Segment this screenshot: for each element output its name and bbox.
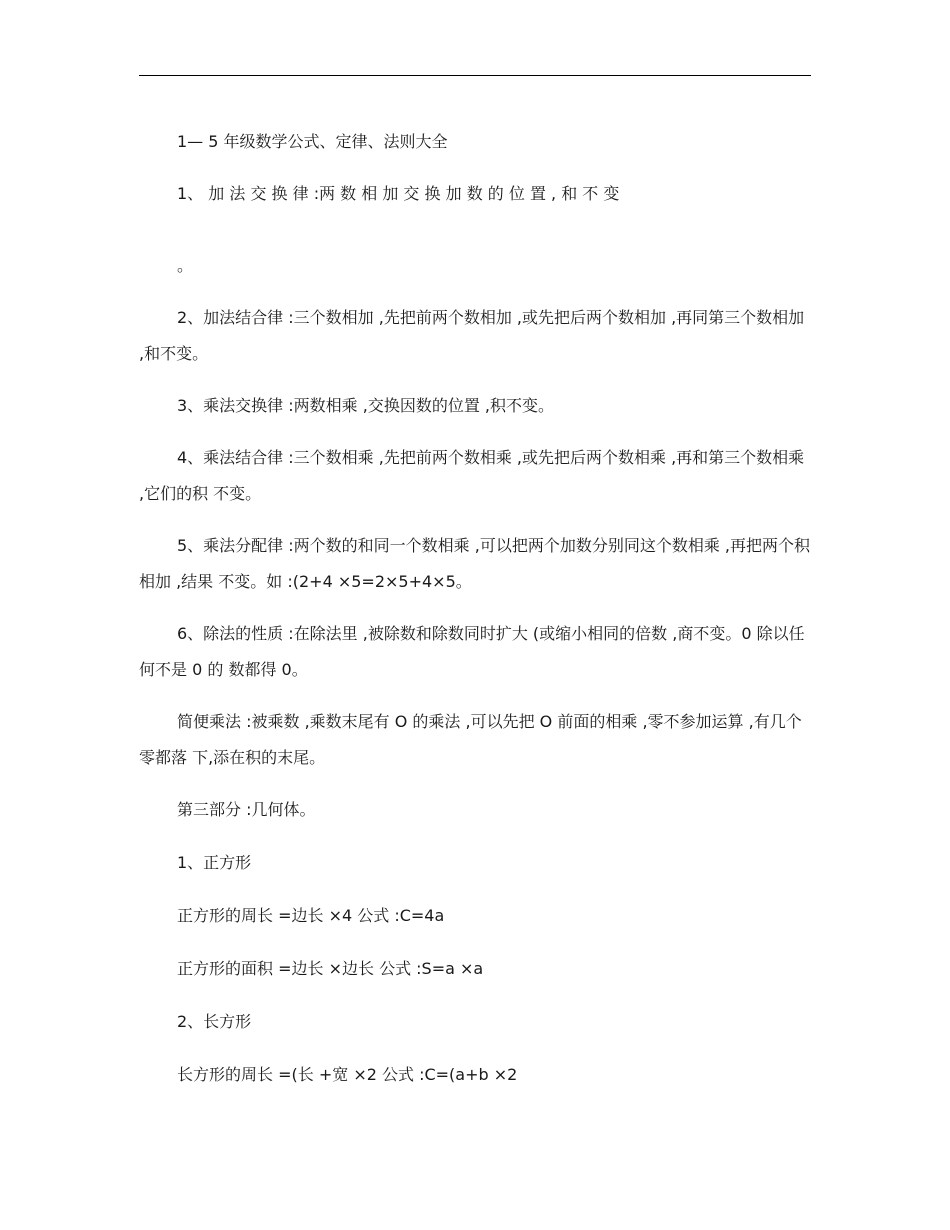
square-area: 正方形的面积 =边长 ×边长 公式 :S=a ×a	[177, 959, 484, 978]
header-rule	[139, 75, 811, 76]
paragraph-period: 。	[177, 256, 194, 275]
paragraph-addition-commutative: 1、 加 法 交 换 律 :两 数 相 加 交 换 加 数 的 位 置 , 和 不 变	[177, 184, 620, 203]
paragraph-distributive: 5、乘法分配律 :两个数的和同一个数相乘 ,可以把两个加数分别同这个数相乘 ,再把两个积相加 ,结果 不变。如 :(2+4 ×5=2×5+4×5。	[139, 536, 811, 591]
heading-rectangle: 2、长方形	[177, 1012, 252, 1031]
paragraph-simple-multiplication: 简便乘法 :被乘数 ,乘数末尾有 O 的乘法 ,可以先把 O 前面的相乘 ,零不参加运算 ,有几个零都落 下,添在积的末尾。	[139, 712, 802, 767]
document-body	[139, 124, 811, 1110]
paragraph-addition-associative: 2、加法结合律 :三个数相加 ,先把前两个数相加 ,或先把后两个数相加 ,再同第三个数相加 ,和不变。	[139, 308, 805, 363]
section-geometry: 第三部分 :几何体。	[177, 800, 316, 819]
doc-title: 1— 5 年级数学公式、定律、法则大全	[177, 132, 448, 151]
paragraph-multiplication-associative: 4、乘法结合律 :三个数相乘 ,先把前两个数相乘 ,或先把后两个数相乘 ,再和第三个数相乘 ,它们的积 不变。	[139, 448, 805, 503]
paragraph-multiplication-commutative: 3、乘法交换律 :两数相乘 ,交换因数的位置 ,积不变。	[177, 396, 555, 415]
paragraph-division-property: 6、除法的性质 :在除法里 ,被除数和除数同时扩大 (或缩小相同的倍数 ,商不变。0 除以任何不是 0 的 数都得 0。	[139, 624, 805, 679]
rectangle-perimeter: 长方形的周长 =(长 +宽 ×2 公式 :C=(a+b ×2	[177, 1065, 518, 1084]
heading-square: 1、正方形	[177, 853, 252, 872]
square-perimeter: 正方形的周长 =边长 ×4 公式 :C=4a	[177, 906, 445, 925]
